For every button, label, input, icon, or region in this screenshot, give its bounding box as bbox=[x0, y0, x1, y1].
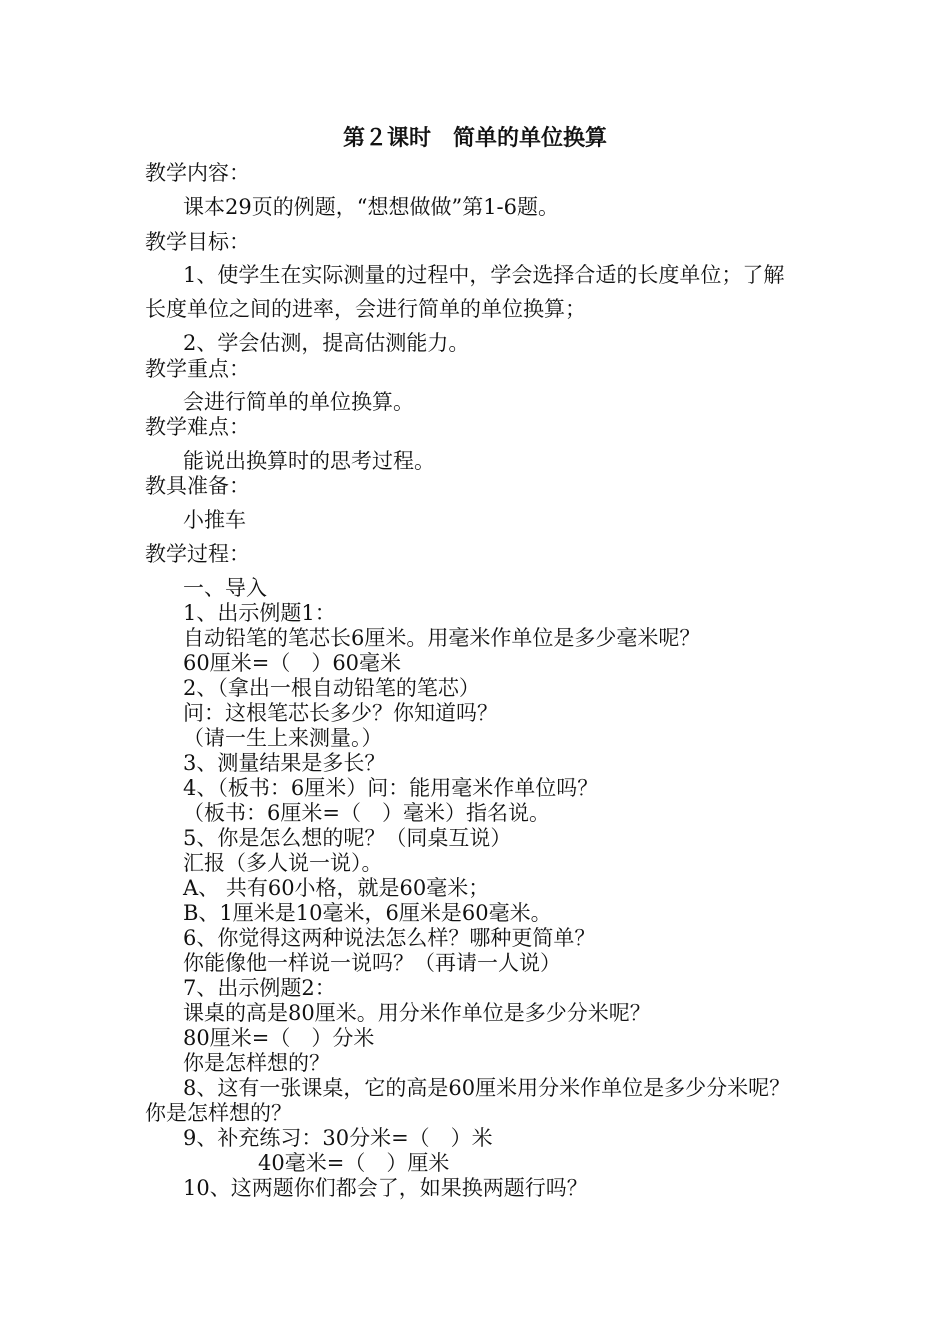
process-line: 9、补充练习：30分米=（ ）米 bbox=[183, 1126, 493, 1150]
process-line: 2、（拿出一根自动铅笔的笔芯） bbox=[183, 676, 480, 700]
process-line: A、 共有60小格，就是60毫米； bbox=[183, 876, 490, 900]
difficulty-heading: 教学难点： bbox=[145, 415, 250, 439]
process-line: 60厘米=（ ）60毫米 bbox=[183, 651, 402, 675]
goal-1-line-1: 1、使学生在实际测量的过程中，学会选择合适的长度单位；了解 bbox=[183, 263, 785, 287]
process-line: 7、出示例题2： bbox=[183, 976, 336, 1000]
process-heading: 教学过程： bbox=[145, 542, 250, 566]
process-line: 10、这两题你们都会了，如果换两题行吗？ bbox=[183, 1176, 588, 1200]
process-line: 4、（板书：6厘米）问：能用毫米作单位吗？ bbox=[183, 776, 599, 800]
process-line: 一、导入 bbox=[183, 576, 267, 600]
content-text: 课本29页的例题，“想想做做”第1-6题。 bbox=[183, 195, 560, 219]
goals-heading: 教学目标： bbox=[145, 230, 250, 254]
goal-1-line-2: 长度单位之间的进率，会进行简单的单位换算； bbox=[145, 297, 586, 321]
process-line: 汇报（多人说一说）。 bbox=[183, 851, 383, 875]
goal-2: 2、学会估测，提高估测能力。 bbox=[183, 331, 470, 355]
process-line: 课桌的高是80厘米。用分米作单位是多少分米呢？ bbox=[183, 1001, 651, 1025]
process-line: 你是怎样想的？ bbox=[145, 1101, 292, 1125]
key-text: 会进行简单的单位换算。 bbox=[183, 390, 414, 414]
tools-text: 小推车 bbox=[183, 508, 246, 532]
process-line: （请一生上来测量。） bbox=[183, 726, 383, 750]
content-heading: 教学内容： bbox=[145, 161, 250, 185]
process-line: 问：这根笔芯长多少？你知道吗？ bbox=[183, 701, 498, 725]
process-line: B、1厘米是10毫米，6厘米是60毫米。 bbox=[183, 901, 552, 925]
difficulty-text: 能说出换算时的思考过程。 bbox=[183, 449, 435, 473]
process-line: 40毫米=（ ）厘米 bbox=[258, 1151, 450, 1175]
process-line: 8、这有一张课桌，它的高是60厘米用分米作单位是多少分米呢？ bbox=[183, 1076, 791, 1100]
process-line: 你能像他一样说一说吗？（再请一人说） bbox=[183, 951, 561, 975]
process-line: 6、你觉得这两种说法怎么样？哪种更简单？ bbox=[183, 926, 596, 950]
key-heading: 教学重点： bbox=[145, 357, 250, 381]
process-line: 5、你是怎么想的呢？（同桌互说） bbox=[183, 826, 512, 850]
tools-heading: 教具准备： bbox=[145, 474, 250, 498]
process-line: 1、出示例题1： bbox=[183, 601, 336, 625]
process-line: 自动铅笔的笔芯长6厘米。用毫米作单位是多少毫米呢？ bbox=[183, 626, 701, 650]
page-title: 第２课时 简单的单位换算 bbox=[342, 125, 607, 151]
process-line: 你是怎样想的？ bbox=[183, 1051, 330, 1075]
process-line: （板书：6厘米=（ ）毫米）指名说。 bbox=[183, 801, 550, 825]
process-line: 80厘米=（ ）分米 bbox=[183, 1026, 375, 1050]
process-line: 3、测量结果是多长？ bbox=[183, 751, 386, 775]
